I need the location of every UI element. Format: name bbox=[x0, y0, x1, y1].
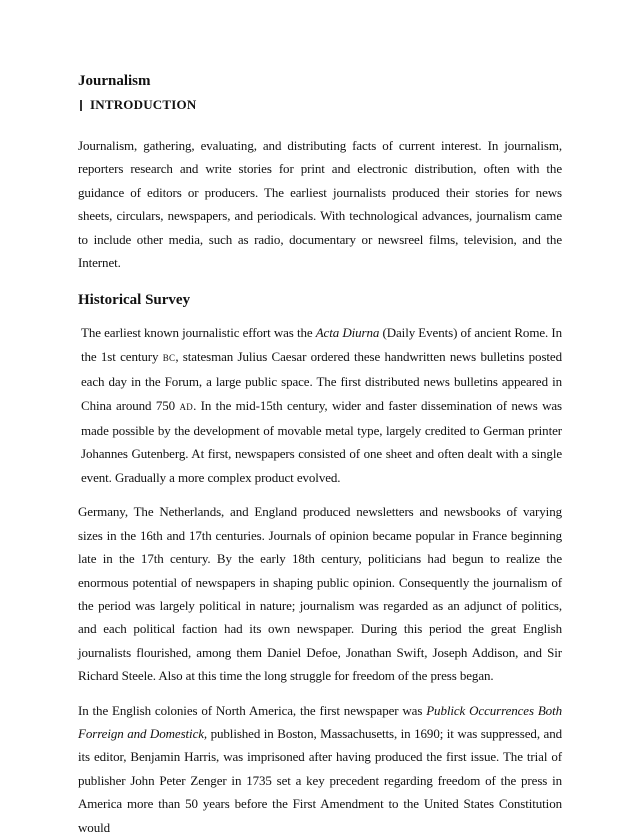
intro-heading: INTRODUCTION bbox=[90, 97, 197, 112]
document-page bbox=[78, 72, 562, 839]
text-run: . In the mid-15th century, wider and faster dissemination of news was made possible by the development of movable metal type, largely credited to German printer Johannes Gutenberg. At first, newspapers consisted of one sheet and often dealt with a single event. Gradually a more complex product evolved. bbox=[81, 397, 562, 485]
italic-title: Acta Diurna bbox=[315, 325, 380, 341]
history-paragraph-2: Germany, The Netherlands, and England produced newsletters and newsbooks of varying sizes in the 16th and 17th centuries. Journals of opinion became popular in France beginning late in the 17th century. By the early 18th century, politicians had begun to realize the enormous potential of newspapers in shaping public opinion. Consequently the journalism of the period was largely political in nature; journalism was regarded as an adjunct of politics, and each political faction had its own newspaper. During this period the great English journalists flourished, among them Daniel Defoe, Jonathan Swift, Joseph Addison, and Sir Richard Steele. Also at this time the long struggle for freedom of the press began. bbox=[78, 504, 562, 684]
era-abbreviation: BC bbox=[162, 352, 176, 363]
text-run: published in Boston, Massachusetts, in 1690; it was suppressed, and its editor, Benjamin Harris, was imprisoned after having produced the first issue. The trial of publisher John Peter Zenger in 1735 set a key precedent regarding freedom of the press in America more than 50 years before the First Amendment to the United States Constitution would bbox=[78, 725, 562, 835]
text-run: The earliest known journalistic effort was the bbox=[81, 325, 316, 341]
history-paragraph-3 bbox=[78, 699, 562, 839]
section-heading: Historical Survey bbox=[78, 292, 191, 309]
text-run: , statesman Julius Caesar ordered these handwritten news bulletins posted each day in the Forum, a large public space. The first distributed news bulletins appeared in China around 750 bbox=[81, 348, 562, 413]
italic-title: Publick Occurrences Both Forreign and Domestick, bbox=[78, 702, 562, 741]
intro-paragraph: Journalism, gathering, evaluating, and distributing facts of current interest. In journalism, reporters research and write stories for print and electronic distribution, often with the guidance of editors or producers. The earliest journalists produced their stories for news sheets, circulars, newspapers, and periodicals. With technological advances, journalism came to include other media, such as radio, documentary or newsreel films, television, and the Internet. bbox=[78, 138, 562, 271]
text-run: In the English colonies of North America, the first newspaper was bbox=[78, 702, 427, 718]
era-abbreviation: AD bbox=[179, 401, 194, 412]
intro-heading-row bbox=[78, 97, 562, 113]
history-paragraph-1 bbox=[78, 321, 562, 489]
document-title: Journalism bbox=[78, 73, 151, 89]
bullet-icon bbox=[80, 100, 82, 111]
text-run: (Daily Events) of ancient Rome. In the 1st century bbox=[81, 325, 562, 364]
